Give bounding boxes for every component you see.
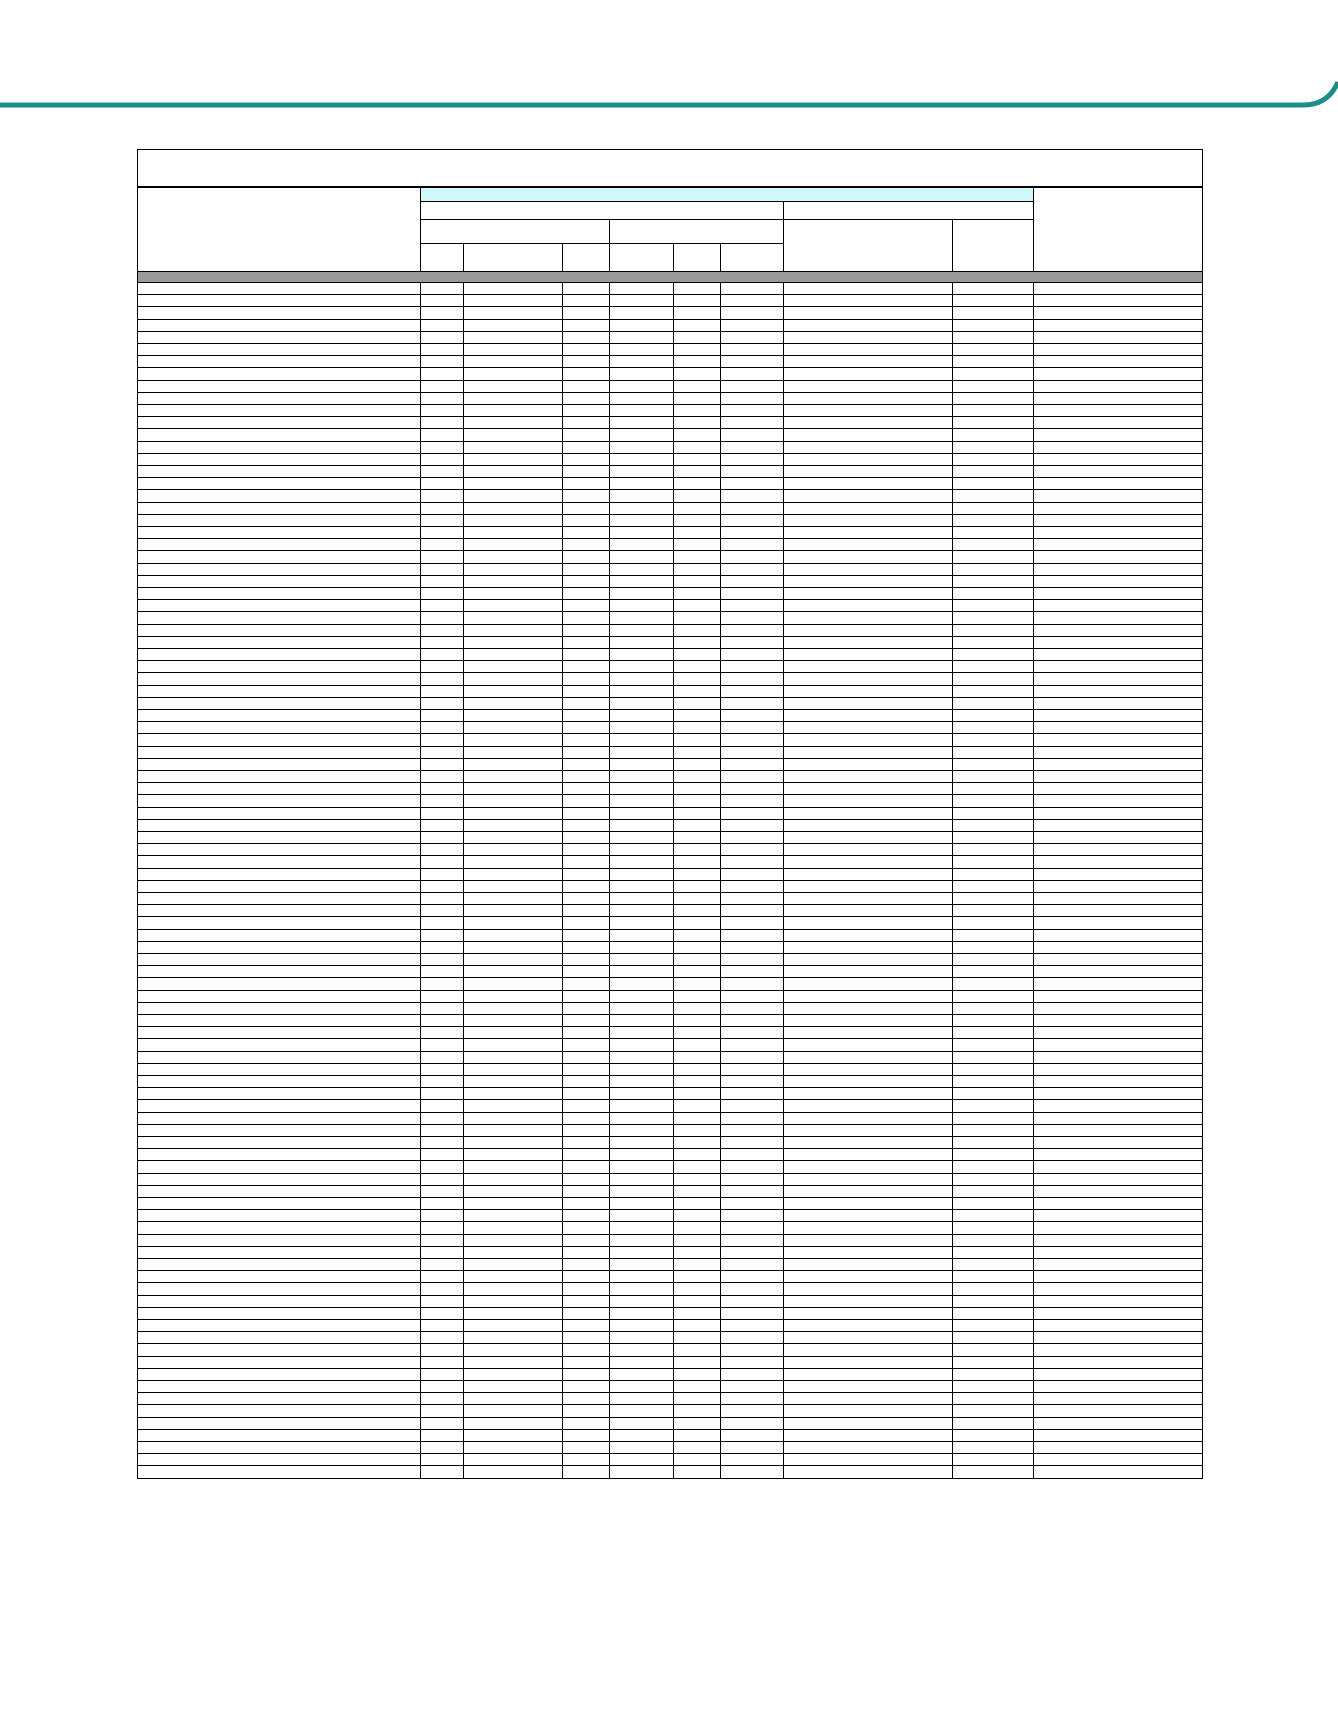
header-col-c [463, 243, 563, 273]
header-col-d [562, 243, 610, 273]
header-col-h [783, 219, 953, 273]
header-col-f [673, 243, 721, 273]
header-band [420, 187, 1034, 202]
header-col-i [952, 219, 1034, 273]
header-subgroup-a [420, 219, 610, 244]
header-subgroup-b [609, 219, 784, 244]
header-group-right [783, 201, 1034, 220]
table-grid [137, 282, 1203, 1480]
header-col-name [137, 187, 421, 273]
table-title [137, 149, 1203, 187]
header-col-last [1033, 187, 1203, 273]
header-group-left [420, 201, 784, 220]
header-col-g [720, 243, 784, 273]
header-col-e [609, 243, 674, 273]
teal-header-rule [0, 0, 1338, 110]
header-col-b [420, 243, 464, 273]
data-table [137, 149, 1203, 1471]
